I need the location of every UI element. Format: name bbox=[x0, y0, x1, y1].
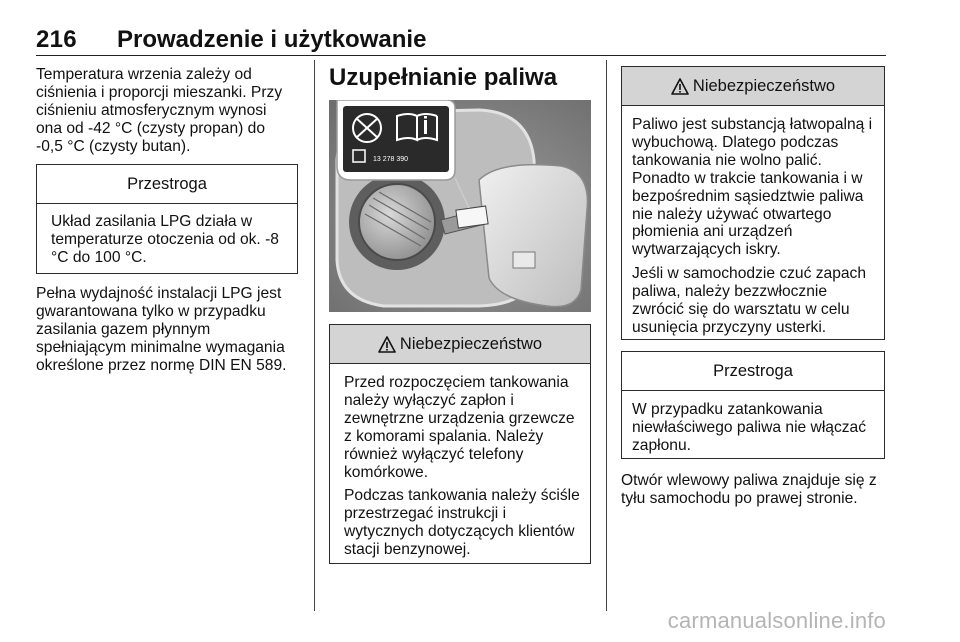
warning-triangle-icon bbox=[378, 336, 396, 353]
caution-box-body bbox=[622, 391, 884, 469]
caution-box-body bbox=[37, 204, 297, 281]
lpg-performance-paragraph: Pełna wydajność instalacji LPG jest gwarantowana tylko w przypadku zasilania gazem płynnym spełniającym minimalne wymagania określone przez normę DIN EN 589. bbox=[36, 285, 287, 374]
chapter-title: Prowadzenie i użytkowanie bbox=[117, 26, 427, 53]
danger-box-flammable bbox=[621, 66, 885, 340]
danger-text-2: Jeśli w samochodzie czuć zapach paliwa, należy bezzwłocznie zwrócić się do warsztatu w celu usunięcia przyczyny usterki. bbox=[632, 265, 867, 336]
fuel-flap-figure bbox=[329, 100, 591, 312]
danger-text-1: Przed rozpoczęciem tankowania należy wyłączyć zapłon i zewnętrzne urządzenia grzewcze z komorami spalania. Należy również wyłączyć telefony komórkowe. bbox=[344, 374, 575, 481]
watermark: carmanualsonline.info bbox=[667, 608, 886, 633]
caution-box-lpg bbox=[36, 164, 298, 274]
section-title: Uzupełnianie paliwa bbox=[329, 64, 558, 91]
figure-label: 13 278 390 bbox=[373, 156, 409, 163]
caution-box-header bbox=[37, 165, 297, 204]
warning-triangle-icon bbox=[671, 78, 689, 95]
page-number: 216 bbox=[36, 26, 77, 53]
caution-box-wrong-fuel bbox=[621, 351, 885, 459]
intro-paragraph: Temperatura wrzenia zależy od ciśnienia i proporcji mieszanki. Przy ciśnieniu atmosferycznym wynosi ona od -42 °C (czysty propan) do -0,5 °C (czysty butan). bbox=[36, 66, 283, 155]
danger-box-body bbox=[330, 364, 590, 573]
column-divider-right bbox=[606, 60, 607, 611]
danger-box-header bbox=[622, 67, 884, 106]
column-divider-left bbox=[314, 60, 315, 611]
header-rule bbox=[36, 55, 886, 56]
danger-text-2: Podczas tankowania należy ściśle przestrzegać instrukcji i wytycznych dotyczących klientów stacji benzynowej. bbox=[344, 487, 580, 559]
danger-box-refuel bbox=[329, 324, 591, 564]
danger-box-body bbox=[622, 106, 884, 351]
caution-title: Przestroga bbox=[127, 174, 207, 193]
caution-title: Przestroga bbox=[713, 361, 793, 380]
caution-text: W przypadku zatankowania niewłaściwego paliwa nie włączać zapłonu. bbox=[632, 401, 867, 454]
caution-box-header bbox=[622, 352, 884, 391]
danger-box-header bbox=[330, 325, 590, 364]
danger-text-1: Paliwo jest substancją łatwopalną i wybuchową. Dlatego podczas tankowania nie wolno palić. Ponadto w trakcie tankowania i w bezpośrednim sąsiedztwie paliwa nie należy używać otwartego płomienia ani urządzeń wytwarzających iskry. bbox=[632, 116, 873, 259]
caution-text: Układ zasilania LPG działa w temperaturze otoczenia od ok. -8 °C do 100 °C. bbox=[51, 213, 279, 266]
danger-title: Niebezpieczeństwo bbox=[399, 334, 543, 353]
filler-location-paragraph: Otwór wlewowy paliwa znajduje się z tyłu samochodu po prawej stronie. bbox=[621, 472, 877, 507]
danger-title: Niebezpieczeństwo bbox=[692, 76, 836, 95]
